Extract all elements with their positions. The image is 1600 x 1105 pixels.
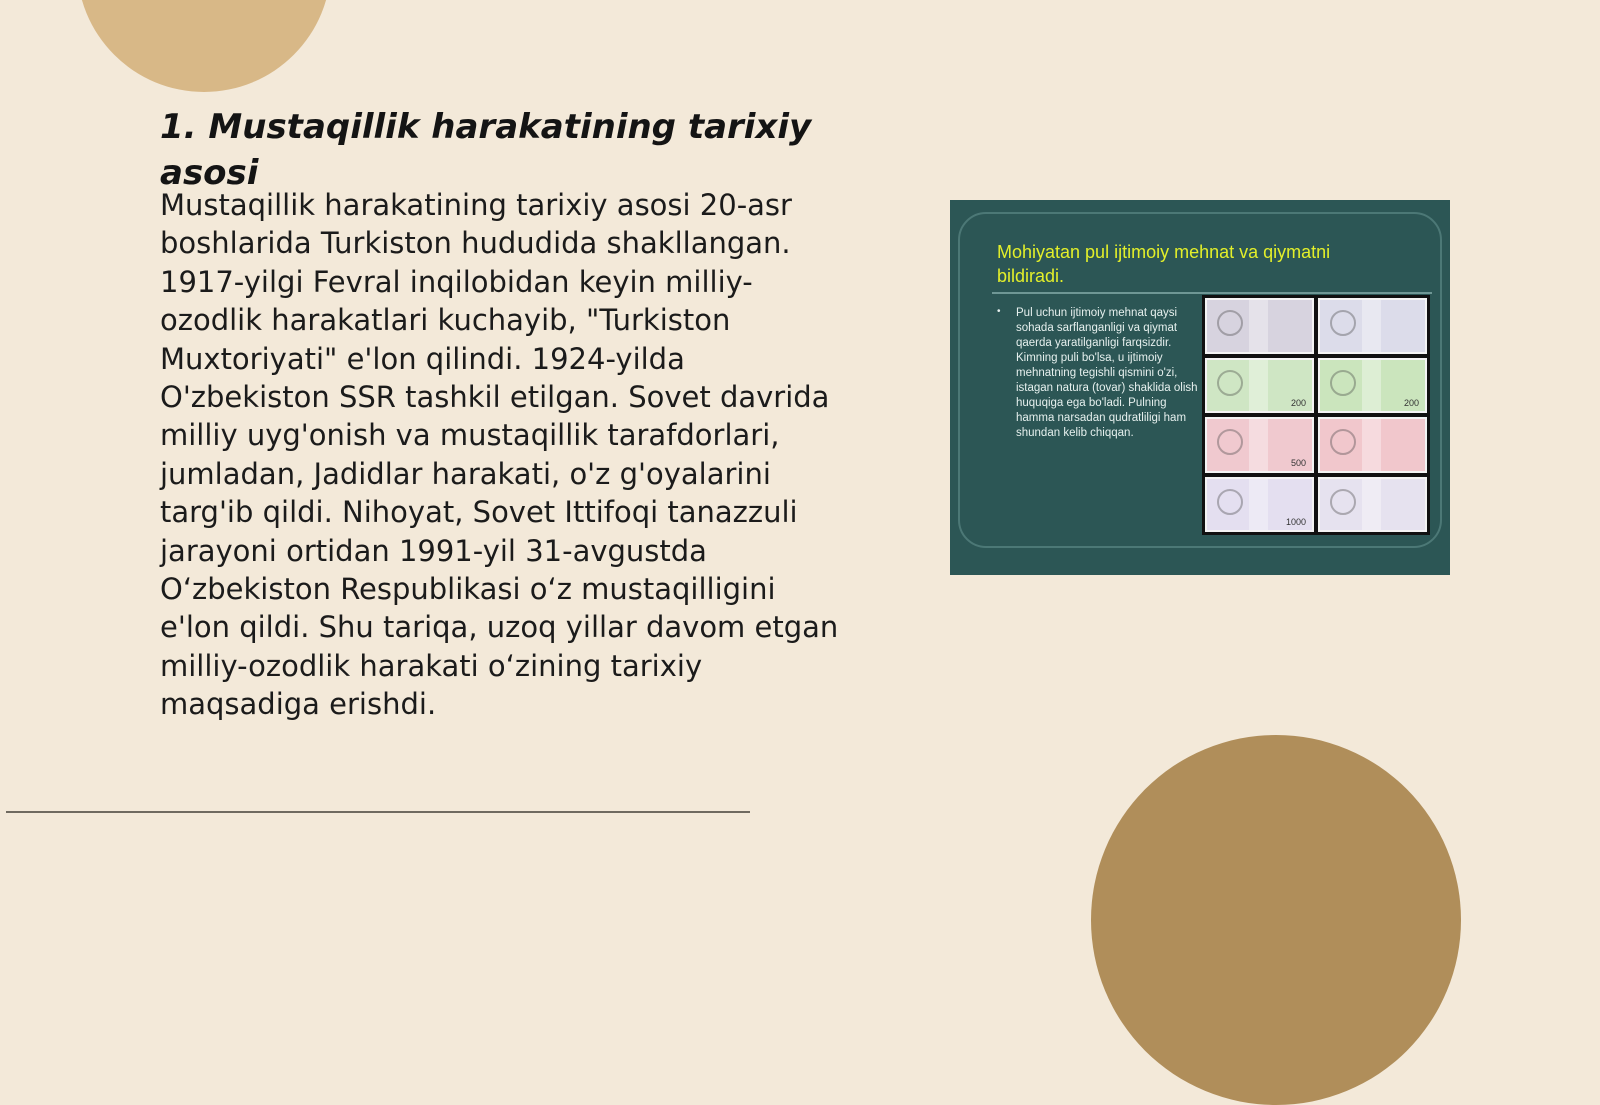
banknote (1205, 477, 1314, 533)
slide-image-title: Mohiyatan pul ijtimoiy mehnat va qiymatni bildiradi. (997, 242, 1331, 286)
banknote-emblem-icon (1330, 429, 1356, 455)
body-paragraph: Mustaqillik harakatining tarixiy asosi 20-asr boshlarida Turkiston hududida shakllangan. 1917-yilgi Fevral inqilobidan keyin milliy-ozodlik harakatlari kuchayib, "Turkiston Muxtoriyati" e'lon qilindi. 1924-yilda O'zbekiston SSR tashkil etilgan. Sovet davrida milliy uyg'onish va mustaqillik tarafdorlari, jumladan, Jadidlar harakati, o'z g'oyalarini targ'ib qildi. Nihoyat, Sovet Ittifoqi tanazzuli jarayoni ortidan 1991-yil 31-avgustda O‘zbekiston Respublikasi o‘z mustaqilligini e'lon qildi. Shu tariqa, uzoq yillar davom etgan milliy-ozodlik harakati o‘zining tarixiy maqsadiga erishdi. (160, 188, 839, 722)
decorative-circle-top (77, 0, 331, 92)
banknote-denomination: 200 (1403, 398, 1419, 408)
horizontal-divider (6, 811, 750, 813)
banknotes-grid (1202, 295, 1430, 535)
banknote (1205, 358, 1314, 414)
banknote (1318, 417, 1427, 473)
banknote (1205, 298, 1314, 354)
banknote-emblem-icon (1330, 489, 1356, 515)
banknote (1318, 298, 1427, 354)
bullet-icon: • (997, 306, 1001, 317)
banknote-emblem-icon (1217, 489, 1243, 515)
banknote (1318, 358, 1427, 414)
banknote-denomination: 500 (1290, 457, 1306, 468)
banknote-denomination: 200 (1290, 398, 1306, 408)
banknote-emblem-icon (1217, 370, 1243, 396)
banknote-emblem-icon (1217, 310, 1243, 336)
banknote-emblem-icon (1330, 370, 1356, 396)
embedded-slide-image (950, 200, 1450, 575)
slide-title-rule (992, 292, 1432, 294)
slide-heading: 1. Mustaqillik harakatining tarixiy asosi (160, 107, 812, 193)
banknote-denomination: 1000 (1285, 517, 1306, 527)
banknote-emblem-icon (1330, 310, 1356, 336)
banknote (1318, 477, 1427, 533)
decorative-circle-bottom (1091, 735, 1461, 1105)
banknote-emblem-icon (1217, 429, 1243, 455)
slide-image-text: Pul uchun ijtimoiy mehnat qaysi sohada sarflanganligi va qiymat qaerda yaratilganligi farqsizdir. Kimning puli bo'lsa, u ijtimoiy mehnatning tegishli qismini o'zi, istagan natura (tovar) shaklida olish huquqiga ega bo'ladi. Pulning hamma narsadan qudratliligi ham shundan kelib chiqqan. (1016, 307, 1198, 439)
banknote (1205, 417, 1314, 473)
